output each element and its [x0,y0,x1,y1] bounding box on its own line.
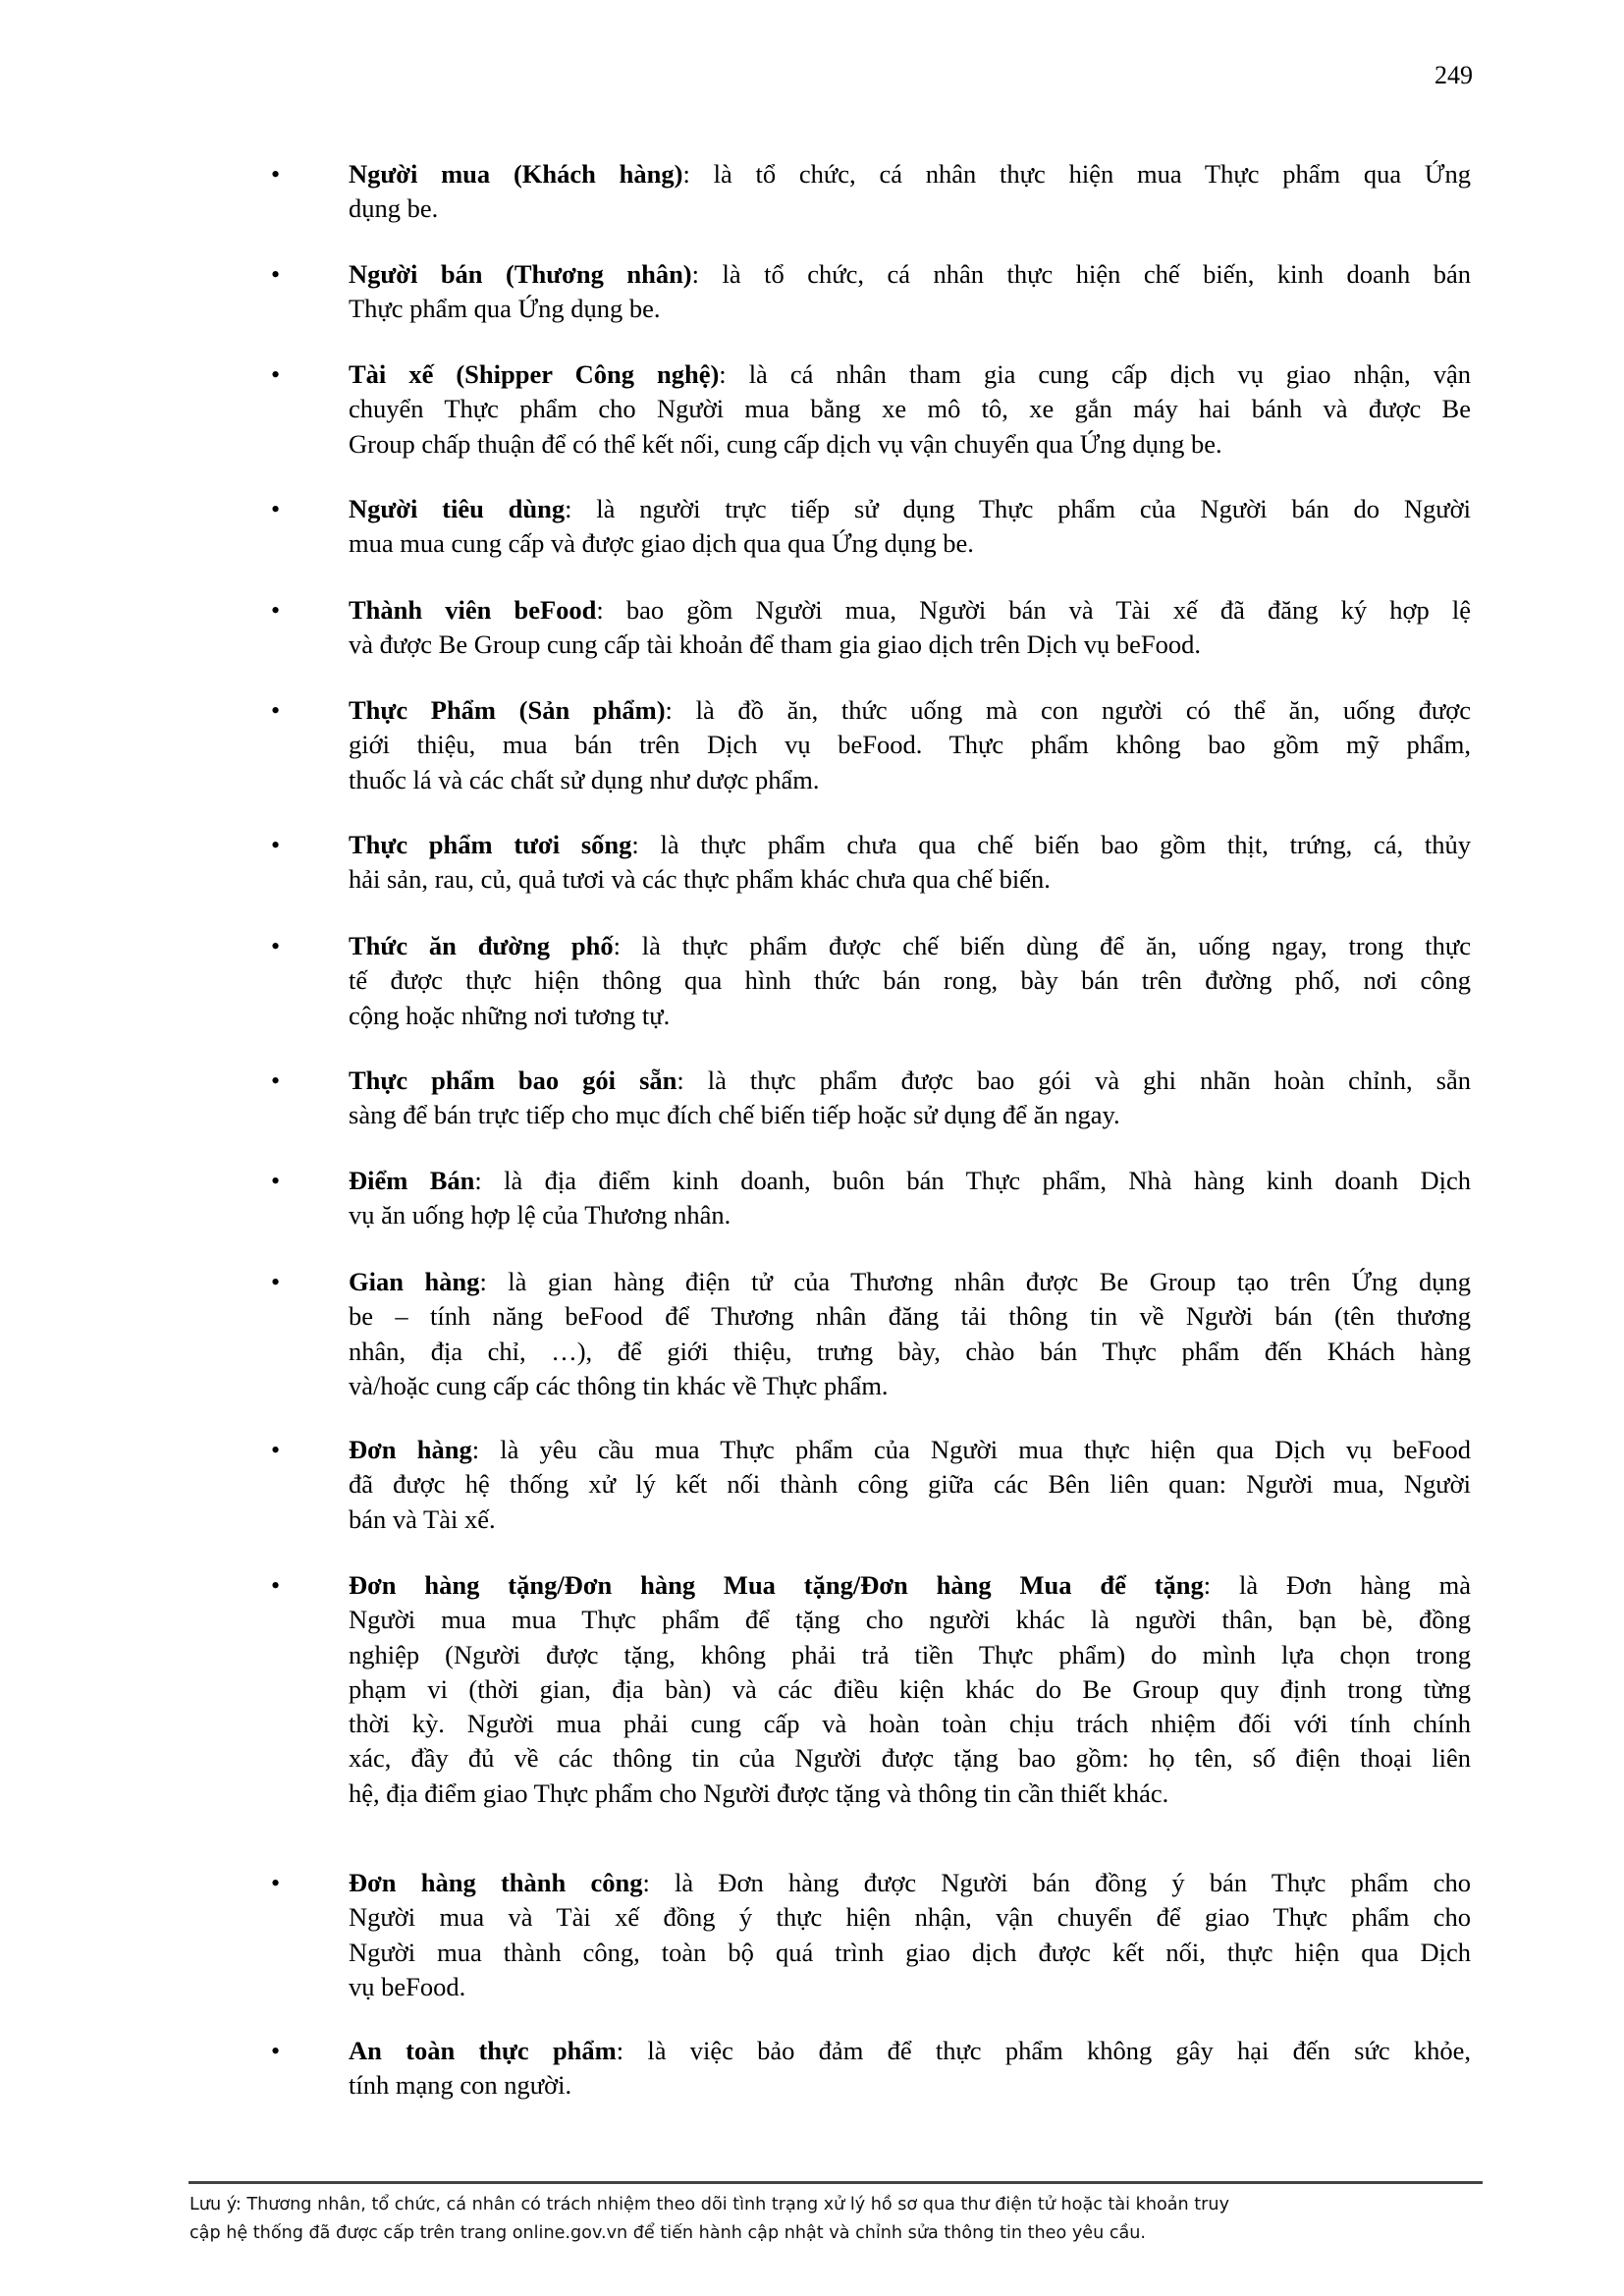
definition-line [349,2068,1471,2103]
bullet-icon: • [271,2037,281,2065]
definition-line [349,1741,1471,1776]
definition-body: nghiệp (Người được tặng, không phải trả tiền Thực phẩm) do mình lựa chọn trong [349,1639,1471,1669]
definition-body: sàng để bán trực tiếp cho mục đích chế biến tiếp hoặc sử dụng để ăn ngay. [349,1100,1120,1130]
definition-body: Người mua mua Thực phẩm để tặng cho người khác là người thân, bạn bè, đồng [349,1605,1471,1635]
bullet-icon: • [271,696,281,725]
definition-body: : là Đơn hàng mà [1203,1570,1471,1600]
footer-note-line: cập hệ thống đã được cấp trên trang online.gov.vn để tiến hành cập nhật và chỉnh sửa thông tin theo yêu cầu. [189,2223,1147,2243]
definition-text [349,828,1471,898]
definition-text [349,593,1471,663]
definition-body: : là cá nhân tham gia cung cấp dịch vụ giao nhận, vận [719,359,1471,389]
definition-term: Tài xế (Shipper Công nghệ) [349,359,720,389]
definition-text [349,2034,1471,2104]
definition-line [349,1603,1471,1637]
definition-body: hải sản, rau, củ, quả tươi và các thực phẩm khác chưa qua chế biến. [349,864,1051,895]
definition-line [349,357,1471,392]
definition-term: Thực phẩm bao gói sẵn [349,1066,677,1095]
definition-term: Đơn hàng thành công [349,1868,643,1897]
definition-text [349,357,1471,462]
definition-term: Điểm Bán [349,1166,475,1195]
definition-text [349,929,1471,1033]
definition-body: : bao gồm Người mua, Người bán và Tài xế đã đăng ký hợp lệ [596,595,1471,625]
definition-body: thời kỳ. Người mua phải cung cấp và hoàn toàn chịu trách nhiệm đối với tính chính [349,1709,1471,1739]
definition-line [349,693,1471,728]
definition-line [349,257,1471,292]
definition-line [349,1777,1471,1811]
definition-line [349,1433,1471,1467]
definition-term: Người bán (Thương nhân) [349,259,692,289]
definition-line [349,1936,1471,1970]
definition-body: : là tổ chức, cá nhân thực hiện chế biến, kinh doanh bán [691,259,1471,289]
bullet-icon: • [271,596,281,625]
definition-body: tính mạng con người. [349,2070,572,2101]
definition-term: Thức ăn đường phố [349,931,614,960]
definition-body: : là thực phẩm được chế biến dùng để ăn, uống ngay, trong thực [613,931,1471,960]
definition-body: cộng hoặc những nơi tương tự. [349,1000,671,1030]
definition-text [349,1164,1471,1233]
definition-text [349,1866,1471,2004]
definition-body: và được Be Group cung cấp tài khoản để tham gia giao dịch trên Dịch vụ beFood. [349,629,1202,660]
definition-term: Người tiêu dùng [349,494,566,523]
definition-line [349,862,1471,897]
definition-body: hệ, địa điểm giao Thực phẩm cho Người được tặng và thông tin cần thiết khác. [349,1777,1169,1808]
bullet-icon: • [271,1436,281,1464]
definition-text [349,1568,1471,1811]
definition-text [349,1433,1471,1537]
definition-text [349,693,1471,797]
bullet-icon: • [271,1268,281,1296]
bullet-icon: • [271,932,281,960]
definition-line [349,728,1471,762]
definition-line [349,593,1471,628]
definition-line [349,628,1471,662]
bullet-icon: • [271,495,281,523]
definition-term: Người mua (Khách hàng) [349,159,683,189]
definition-line [349,1098,1471,1132]
footer-note-line: Lưu ý: Thương nhân, tổ chức, cá nhân có trách nhiệm theo dõi tình trạng xử lý hồ sơ qua thư điện tử hoặc tài khoản truy [189,2195,1229,2214]
definition-body: phạm vi (thời gian, địa bàn) và các điều kiện khác do Be Group quy định trong từng [349,1673,1471,1704]
definition-line [349,1707,1471,1741]
definition-line [349,392,1471,426]
definition-text [349,1064,1471,1133]
bullet-icon: • [271,260,281,289]
definition-body: : là thực phẩm được bao gói và ghi nhãn hoàn chỉnh, sẵn [677,1066,1471,1095]
definition-text [349,1265,1471,1403]
definition-body: : là đồ ăn, thức uống mà con người có thể ăn, uống được [665,695,1471,725]
definition-line [349,1638,1471,1672]
definition-body: chuyển Thực phẩm cho Người mua bằng xe mô tô, xe gắn máy hai bánh và được Be [349,394,1471,424]
definition-line [349,2034,1471,2068]
definition-term: Thực phẩm tươi sống [349,830,632,859]
bullet-icon: • [271,831,281,859]
definition-term: Gian hàng [349,1267,480,1296]
definition-line [349,828,1471,862]
definition-body: vụ beFood. [349,1971,466,2001]
bullet-icon: • [271,1167,281,1195]
definition-body: và/hoặc cung cấp các thông tin khác về Thực phẩm. [349,1370,889,1400]
bullet-icon: • [271,360,281,389]
definition-body: dụng be. [349,193,439,224]
definition-text [349,492,1471,562]
definition-line [349,1198,1471,1232]
bullet-icon: • [271,1571,281,1600]
definition-line [349,763,1471,797]
definition-body: nhân, địa chỉ, …), để giới thiệu, trưng bày, chào bán Thực phẩm đến Khách hàng [349,1336,1471,1366]
definition-body: : là tổ chức, cá nhân thực hiện mua Thực phẩm qua Ứng [682,159,1471,189]
definition-line [349,1568,1471,1603]
definition-line [349,1467,1471,1502]
page-number: 249 [1435,61,1473,89]
definition-body: thuốc lá và các chất sử dụng như dược phẩm. [349,764,820,794]
bullet-icon: • [271,1869,281,1897]
definition-body: : là gian hàng điện tử của Thương nhân được Be Group tạo trên Ứng dụng [479,1267,1471,1296]
definition-line [349,1265,1471,1299]
definition-body: : là việc bảo đảm để thực phẩm không gây hại đến sức khỏe, [616,2036,1471,2065]
definition-body: : là địa điểm kinh doanh, buôn bán Thực phẩm, Nhà hàng kinh doanh Dịch [474,1166,1471,1195]
definition-body: : là yêu cầu mua Thực phẩm của Người mua thực hiện qua Dịch vụ beFood [471,1435,1472,1464]
definition-line [349,1970,1471,2004]
definition-line [349,1672,1471,1707]
definition-line [349,157,1471,191]
definition-line [349,427,1471,462]
definition-body: Group chấp thuận để có thể kết nối, cung cấp dịch vụ vận chuyển qua Ứng dụng be. [349,428,1222,459]
definition-text [349,157,1471,227]
definition-text [349,257,1471,327]
definition-line [349,1503,1471,1537]
definition-body: Người mua thành công, toàn bộ quá trình giao dịch được kết nối, thực hiện qua Dịch [349,1937,1471,1967]
definition-line [349,1299,1471,1334]
definition-line [349,1900,1471,1935]
definition-body: Thực phẩm qua Ứng dụng be. [349,294,661,324]
definition-line [349,929,1471,963]
definition-term: Đơn hàng [349,1435,472,1464]
definition-term: An toàn thực phẩm [349,2036,617,2065]
definition-body: vụ ăn uống hợp lệ của Thương nhân. [349,1200,731,1230]
definition-term: Đơn hàng tặng/Đơn hàng Mua tặng/Đơn hàng Mua để tặng [349,1570,1204,1600]
definition-body: xác, đầy đủ về các thông tin của Người được tặng bao gồm: họ tên, số điện thoại liên [349,1743,1471,1774]
definition-body: bán và Tài xế. [349,1503,496,1534]
definition-line [349,526,1471,561]
definition-line [349,292,1471,326]
definition-line [349,191,1471,226]
definition-body: : là người trực tiếp sử dụng Thực phẩm của Người bán do Người [565,494,1471,523]
bullet-icon: • [271,1066,281,1095]
definition-line [349,1164,1471,1198]
definition-body: mua mua cung cấp và được giao dịch qua qua Ứng dụng be. [349,528,974,559]
definition-term: Thành viên beFood [349,595,597,625]
definition-line [349,1866,1471,1900]
definition-body: Người mua và Tài xế đồng ý thực hiện nhận, vận chuyển để giao Thực phẩm cho [349,1902,1471,1933]
definition-line [349,1335,1471,1369]
definition-line [349,1064,1471,1098]
definition-line [349,999,1471,1033]
bullet-icon: • [271,160,281,189]
definition-body: giới thiệu, mua bán trên Dịch vụ beFood. Thực phẩm không bao gồm mỹ phẩm, [349,730,1471,760]
definition-body: tế được thực hiện thông qua hình thức bán rong, bày bán trên đường phố, nơi công [349,965,1471,996]
definition-line [349,492,1471,526]
definition-term: Thực Phẩm (Sản phẩm) [349,695,666,725]
definition-line [349,1369,1471,1403]
definition-body: đã được hệ thống xử lý kết nối thành công giữa các Bên liên quan: Người mua, Người [349,1469,1471,1500]
footer-note [189,2191,1486,2248]
definition-body: : là thực phẩm chưa qua chế biến bao gồm thịt, trứng, cá, thủy [631,830,1471,859]
footer-divider [189,2181,1483,2184]
definition-line [349,963,1471,998]
definition-body: : là Đơn hàng được Người bán đồng ý bán Thực phẩm cho [642,1868,1471,1897]
definition-body: be – tính năng beFood để Thương nhân đăng tải thông tin về Người bán (tên thương [349,1301,1471,1332]
